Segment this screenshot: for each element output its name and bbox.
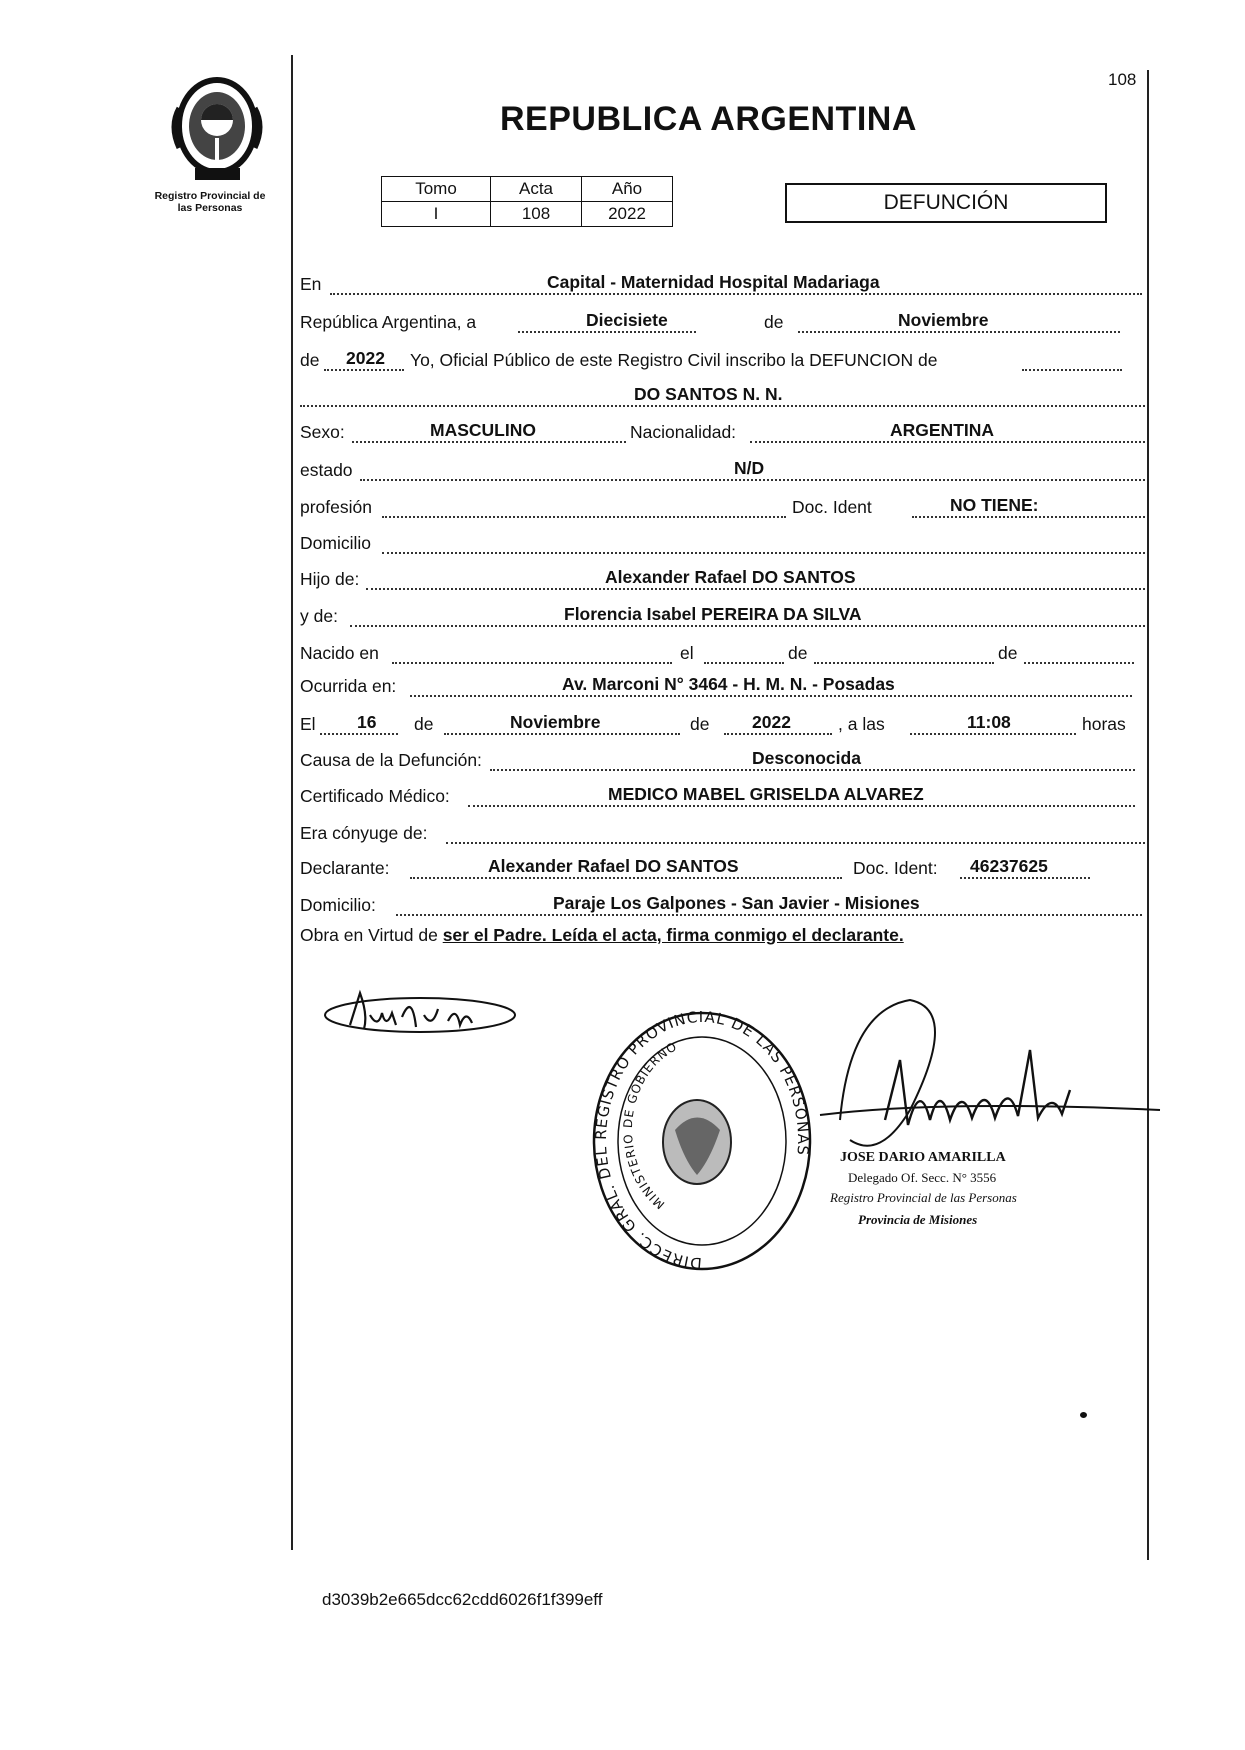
row-estado xyxy=(300,454,1145,484)
estado-label: estado xyxy=(300,460,353,480)
sexo-label: Sexo: xyxy=(300,422,345,442)
document-type-box: DEFUNCIÓN xyxy=(785,183,1107,223)
registry-label: Registro Provincial de las Personas xyxy=(154,190,266,214)
row-domicilio xyxy=(300,527,1145,557)
row-en xyxy=(300,268,1145,298)
row-certificado xyxy=(300,780,1145,810)
record-table xyxy=(381,176,673,227)
y-de-value: Florencia Isabel PEREIRA DA SILVA xyxy=(564,604,862,624)
month-value: Noviembre xyxy=(898,310,989,330)
row-anio xyxy=(300,344,1145,374)
causa-value: Desconocida xyxy=(752,748,861,768)
row-sexo xyxy=(300,416,1145,446)
de-label: de xyxy=(764,312,784,332)
day-value: Diecisiete xyxy=(586,310,668,330)
row-fecha-defuncion xyxy=(300,708,1145,738)
profesion-label: profesión xyxy=(300,497,372,517)
ocurrida-value: Av. Marconi N° 3464 - H. M. N. - Posadas xyxy=(562,674,895,694)
en-label: En xyxy=(300,274,322,294)
record-value-tomo: I xyxy=(382,202,491,227)
official-office: Registro Provincial de las Personas xyxy=(830,1190,1017,1205)
rep-label: República Argentina, a xyxy=(300,312,477,332)
ocurrida-label: Ocurrida en: xyxy=(300,676,397,696)
record-value-anio: 2022 xyxy=(582,202,673,227)
nacido-label: Nacido en xyxy=(300,643,379,663)
doc-value: NO TIENE: xyxy=(950,495,1039,515)
y-de-label: y de: xyxy=(300,606,338,626)
official-name: JOSE DARIO AMARILLA xyxy=(840,1150,1006,1165)
row-y-de xyxy=(300,600,1145,630)
hijo-label: Hijo de: xyxy=(300,569,360,589)
official-role: Delegado Of. Secc. N° 3556 xyxy=(848,1170,997,1185)
el2-month: Noviembre xyxy=(510,712,601,732)
year-value: 2022 xyxy=(346,348,385,368)
row-ocurrida xyxy=(300,670,1145,700)
alas-label: , a las xyxy=(838,714,885,734)
hijo-value: Alexander Rafael DO SANTOS xyxy=(605,567,856,587)
record-header-acta: Acta xyxy=(491,177,582,202)
el2-label: El xyxy=(300,714,316,734)
row-nacido xyxy=(300,637,1145,667)
en-value: Capital - Maternidad Hospital Madariaga xyxy=(547,272,880,292)
de4-label: de xyxy=(690,714,710,734)
record-header-anio: Año xyxy=(582,177,673,202)
page-number: 108 xyxy=(1108,70,1137,89)
right-margin-line xyxy=(1147,70,1149,1560)
obra-value: ser el Padre. Leída el acta, firma conmigo el declarante. xyxy=(442,925,904,945)
row-nombre xyxy=(300,380,1145,410)
nacionalidad-value: ARGENTINA xyxy=(890,420,995,440)
name-value: DO SANTOS N. N. xyxy=(634,384,783,404)
record-header-tomo: Tomo xyxy=(382,177,491,202)
row-domicilio-declarante xyxy=(300,889,1145,919)
declarant-signature xyxy=(320,985,520,1045)
doc-label: Doc. Ident xyxy=(792,497,872,517)
de2-label: de xyxy=(300,350,320,370)
provincial-emblem xyxy=(165,68,270,186)
el2-day: 16 xyxy=(357,712,377,732)
official-stamp xyxy=(590,1010,815,1272)
row-declarante xyxy=(300,852,1145,882)
domicilio2-label: Domicilio: xyxy=(300,895,376,915)
estado-value: N/D xyxy=(734,458,765,478)
declarante-doc-label: Doc. Ident: xyxy=(853,858,938,878)
obra-en-virtud xyxy=(300,925,904,946)
nacionalidad-label: Nacionalidad: xyxy=(630,422,737,442)
stamp-inner-text: MINISTERIO DE GOBIERNO xyxy=(620,1039,680,1212)
domicilio2-value: Paraje Los Galpones - San Javier - Misiones xyxy=(553,893,920,913)
el2-year: 2022 xyxy=(752,712,791,732)
row-fecha xyxy=(300,306,1145,336)
domicilio-label: Domicilio xyxy=(300,533,371,553)
stamp-outer-text: DIRECC. GRAL. DEL REGISTRO PROVINCIAL DE LAS PERSONAS xyxy=(591,1010,813,1272)
de3-label: de xyxy=(414,714,434,734)
declarante-value: Alexander Rafael DO SANTOS xyxy=(488,856,739,876)
obra-prefix: Obra en Virtud de xyxy=(300,925,438,945)
certificado-label: Certificado Médico: xyxy=(300,786,450,806)
yo-text: Yo, Oficial Público de este Registro Civil inscribo la DEFUNCION de xyxy=(410,350,938,370)
row-conyuge xyxy=(300,817,1145,847)
document-title: REPUBLICA ARGENTINA xyxy=(500,100,917,138)
nacido-el-label: el xyxy=(680,643,694,663)
row-profesion xyxy=(300,491,1145,521)
causa-label: Causa de la Defunción: xyxy=(300,750,482,770)
declarante-label: Declarante: xyxy=(300,858,390,878)
ink-speck xyxy=(1080,1412,1087,1418)
horas-label: horas xyxy=(1082,714,1126,734)
document-hash: d3039b2e665dcc62cdd6026f1f399eff xyxy=(322,1590,603,1609)
official-province: Provincia de Misiones xyxy=(858,1212,978,1227)
sexo-value: MASCULINO xyxy=(430,420,536,440)
row-hijo xyxy=(300,563,1145,593)
certificado-value: MEDICO MABEL GRISELDA ALVAREZ xyxy=(608,784,924,804)
nacido-de-label-a: de xyxy=(788,643,808,663)
nacido-de-label-b: de xyxy=(998,643,1018,663)
row-causa xyxy=(300,744,1145,774)
hora-value: 11:08 xyxy=(967,712,1011,732)
conyuge-label: Era cónyuge de: xyxy=(300,823,428,843)
declarante-doc-value: 46237625 xyxy=(970,856,1048,876)
record-value-acta: 108 xyxy=(491,202,582,227)
left-margin-line xyxy=(291,55,293,1550)
